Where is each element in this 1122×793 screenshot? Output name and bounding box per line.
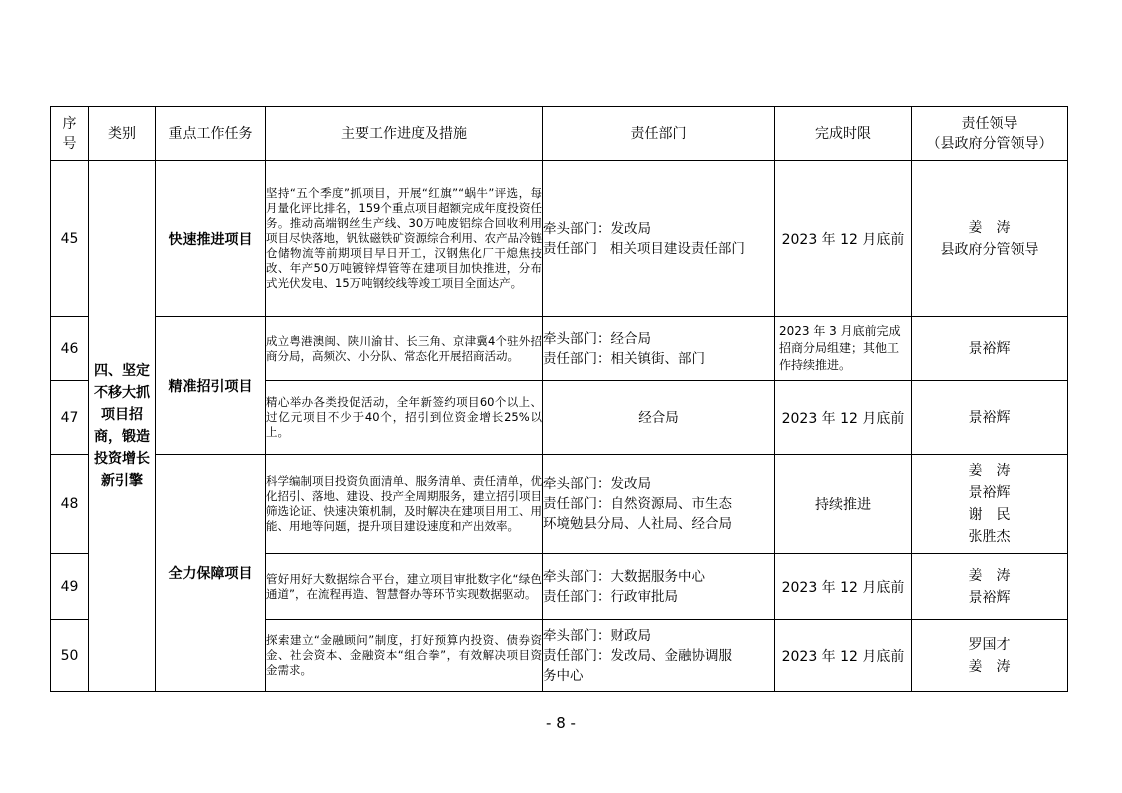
dept-line: 环境勉县分局、人社局、经合局 [543, 516, 732, 532]
header-progress: 主要工作进度及措施 [266, 107, 543, 161]
progress-cell: 探索建立“金融顾问”制度，打好预算内投资、债券资金、社会资本、金融资本“组合拳”，有效解决项目资金需求。 [266, 620, 543, 692]
leader-cell [912, 620, 1068, 692]
dept-line: 责任部门：发改局、金融协调服 [543, 647, 732, 664]
deadline-cell: 2023 年 3 月底前完成招商分局组建；其他工作持续推进。 [775, 317, 912, 381]
dept-line: 责任部门：自然资源局、市生态 [543, 496, 732, 512]
row-seq: 46 [51, 317, 89, 381]
progress-cell: 精心举办各类投促活动，全年新签约项目60个以上、过亿元项目不少于40个，招引到位资金增长25%以上。 [266, 381, 543, 455]
deadline-cell: 持续推进 [775, 455, 912, 554]
dept-line: 牵头部门：发改局 [543, 476, 651, 492]
table-row [51, 161, 1068, 317]
leader-cell [912, 455, 1068, 554]
leader-name: 姜 涛 [968, 463, 1011, 479]
dept-line: 责任部门：相关镇街、部门 [543, 350, 705, 367]
header-leader: 责任领导 （县政府分管领导） [912, 107, 1068, 161]
progress-cell: 科学编制项目投资负面清单、服务清单、责任清单，优化招引、落地、建设、投产全周期服务，建立招引项目筛选论证、快速决策机制，及时解决在建项目用工、用能、用地等问题，提升项目建设速度和产出效率。 [266, 455, 543, 554]
row-seq: 45 [51, 161, 89, 317]
header-deadline: 完成时限 [775, 107, 912, 161]
task-cell: 精准招引项目 [156, 317, 266, 455]
dept-line: 牵头部门：大数据服务中心 [543, 568, 705, 585]
leader-cell [912, 554, 1068, 620]
leader-name: 谢 民 [968, 507, 1011, 523]
dept-line: 牵头部门：经合局 [543, 330, 651, 347]
leader-cell [912, 317, 1068, 381]
leader-name: 景裕辉 [968, 485, 1011, 501]
leader-name: 张胜杰 [968, 529, 1011, 545]
category-cell: 四、坚定不移大抓项目招商，锻造投资增长新引擎 [89, 161, 156, 692]
row-seq: 48 [51, 455, 89, 554]
task-cell: 快速推进项目 [156, 161, 266, 317]
table-row [51, 455, 1068, 554]
header-seq: 序号 [51, 107, 89, 161]
table-row [51, 317, 1068, 381]
leader-name: 罗国才 [968, 636, 1011, 653]
leader-cell [912, 381, 1068, 455]
dept-line: 责任部门：行政审批局 [543, 588, 678, 605]
row-seq: 49 [51, 554, 89, 620]
progress-cell: 坚持“五个季度”抓项目，开展“红旗”“蜗牛”评选，每月量化评比排名，159个重点项目超额完成年度投资任务。推动高端钢丝生产线、30万吨废铝综合回收利用项目尽快落地，钒钛磁铁矿资源综合利用、农产品冷链仓储物流等前期项目早日开工，汉钢焦化厂干熄焦技改、年产50万吨镀锌焊管等在建项目加快推进，分布式光伏发电、15万吨钢绞线等竣工项目全面达产。 [266, 161, 543, 317]
leader-cell [912, 161, 1068, 317]
header-category: 类别 [89, 107, 156, 161]
header-task: 重点工作任务 [156, 107, 266, 161]
deadline-cell: 2023 年 12 月底前 [775, 381, 912, 455]
leader-name: 景裕辉 [968, 340, 1011, 357]
progress-cell: 管好用好大数据综合平台，建立项目审批数字化“绿色通道”，在流程再造、智慧督办等环节实现数据驱动。 [266, 554, 543, 620]
dept-line: 务中心 [543, 667, 584, 684]
leader-name: 县政府分管领导 [940, 241, 1039, 258]
leader-name: 姜 涛 [968, 219, 1011, 236]
dept-line: 经合局 [638, 409, 679, 426]
work-task-table [50, 106, 1068, 692]
dept-cell [543, 317, 775, 381]
page-number: - 8 - [546, 714, 576, 732]
leader-name: 姜 涛 [968, 567, 1011, 584]
deadline-cell: 2023 年 12 月底前 [775, 620, 912, 692]
dept-line: 牵头部门：财政局 [543, 627, 651, 644]
header-row [51, 107, 1068, 161]
dept-cell [543, 161, 775, 317]
dept-cell [543, 381, 775, 455]
leader-name: 姜 涛 [968, 658, 1011, 675]
row-seq: 47 [51, 381, 89, 455]
leader-name: 景裕辉 [968, 409, 1011, 426]
task-cell: 全力保障项目 [156, 455, 266, 692]
dept-line: 责任部门 相关项目建设责任部门 [543, 240, 745, 257]
dept-cell [543, 620, 775, 692]
row-seq: 50 [51, 620, 89, 692]
deadline-cell: 2023 年 12 月底前 [775, 161, 912, 317]
dept-line: 牵头部门：发改局 [543, 220, 651, 237]
header-dept: 责任部门 [543, 107, 775, 161]
deadline-cell: 2023 年 12 月底前 [775, 554, 912, 620]
progress-cell: 成立粤港澳闽、陕川渝甘、长三角、京津冀4个驻外招商分局，高频次、小分队、常态化开展招商活动。 [266, 317, 543, 381]
dept-cell [543, 455, 775, 554]
dept-cell [543, 554, 775, 620]
leader-name: 景裕辉 [968, 589, 1011, 606]
